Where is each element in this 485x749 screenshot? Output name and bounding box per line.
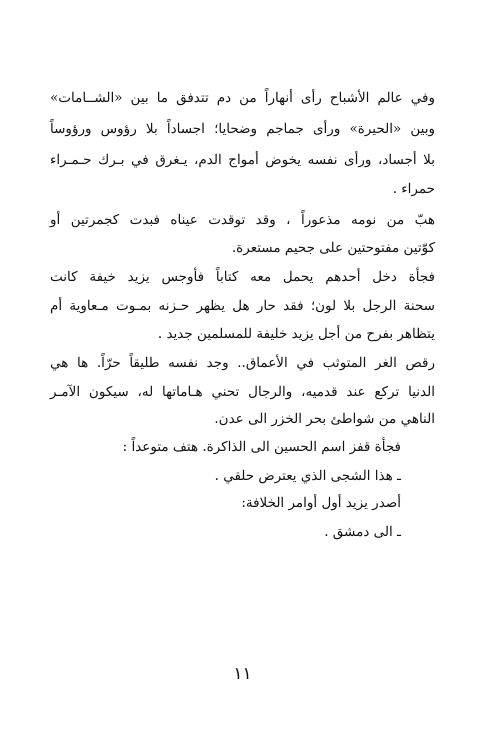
text-line: هبّ من نومه مذعوراً ، وقد توقدت عيناه فبدت كجمرتين أو (50, 212, 435, 228)
text-line: يتظاهر بفرح من أجل يزيد خليفة للمسلمين جديد . (157, 326, 435, 342)
text-line: سحنة الرجل بلا لون؛ فقد حار هل يظهر حـزنه بمـوت مـعاوية أم (50, 298, 435, 314)
text-line: الدنيا تركع عند قدميه، والرجال تحني هـاماتها له، سيكون الآمـر (50, 384, 435, 400)
text-line: فجأة قفز اسم الحسين الى الذاكرة. هتف متوعداً : (122, 439, 401, 455)
dialogue-line: ـ الى دمشق . (324, 524, 401, 540)
text-line: الناهي من شواطئ بحر الخزر الى عدن. (214, 411, 435, 427)
text-line: أصدر يزيد أول أوامر الخلافة: (241, 495, 401, 511)
text-line: كوّتين مفتوحتين على جحيم مستعرة. (231, 240, 435, 256)
text-line: وبين «الحيرة» ورأى جماجم وضحايا؛ اجساداً بلا رؤوس ورؤوساً (50, 121, 435, 137)
text-line: حمراء . (392, 181, 435, 197)
text-line: بلا أجساد، ورأى نفسه يخوض أمواج الدم، يـغرق في بـرك حـمـراء (50, 152, 435, 168)
text-line: رقص الغر المتوثب في الأعماق.. وجد نفسه طليقاً حرّاً. ها هي (50, 355, 435, 371)
dialogue-line: ـ هذا الشجى الذي يعترض حلقي . (214, 468, 401, 484)
text-line: فجأة دخل أحدهم يحمل معه كتاباً فأوجس يزيد خيفة كانت (50, 269, 435, 285)
text-line: وفي عالم الأشباح رأى أنهاراً من دم تتدفق ما بين «الشــامات» (50, 90, 435, 106)
page-number: ١١ (233, 664, 252, 684)
